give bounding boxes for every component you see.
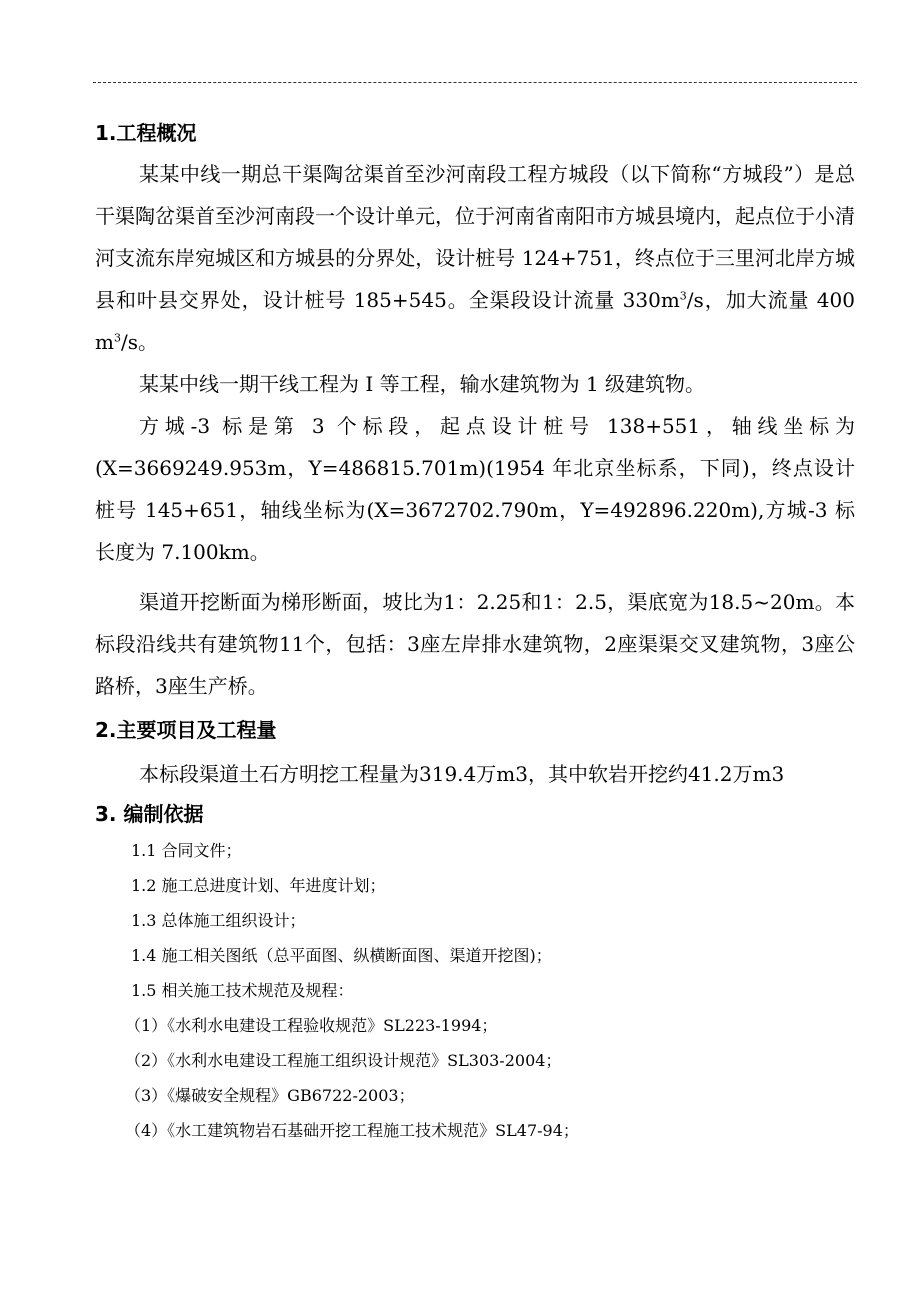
list-item: （3）《爆破安全规程》GB6722-2003； — [125, 1086, 415, 1105]
overview-p1-text-b: /s，加大流量 400 m — [95, 288, 855, 354]
document-body — [95, 118, 855, 1148]
list-item: （4）《水工建筑物岩石基础开挖工程施工技术规范》SL47-94； — [125, 1121, 579, 1140]
overview-paragraph-1 — [95, 153, 855, 363]
overview-p1-text-c: /s。 — [120, 330, 158, 354]
overview-paragraph-2: 某某中线一期干线工程为 I 等工程，输水建筑物为 1 级建筑物。 — [139, 372, 706, 396]
quantities-paragraph: 本标段渠道土石方明挖工程量为319.4万m3，其中软岩开挖约41.2万m3 — [139, 762, 785, 786]
overview-paragraph-4: 渠道开挖断面为梯形断面，坡比为1：2.25和1：2.5，渠底宽为18.5~20m。本标段沿线共有建筑物11个，包括：3座左岸排水建筑物，2座渠渠交叉建筑物，3座公路桥，3座生产桥。 — [95, 590, 855, 698]
list-item: 1.3 总体施工组织设计； — [131, 911, 306, 930]
basis-list — [95, 833, 855, 1148]
unit-superscript: 3 — [679, 289, 687, 303]
list-item: 1.2 施工总进度计划、年进度计划； — [131, 876, 386, 895]
overview-paragraph-3: 方城-3 标是第 3 个标段，起点设计桩号 138+551，轴线坐标为(X=3669249.953m，Y=486815.701m)(1954 年北京坐标系，下同)，终点设计桩号 145+651，轴线坐标为(X=3672702.790m，Y=492896.220m),方城-3 标长度为 7.100km。 — [95, 414, 855, 564]
overview-p1-text-a: 某某中线一期总干渠陶岔渠首至沙河南段工程方城段（以下简称“方城段”）是总干渠陶岔渠首至沙河南段一个设计单元，位于河南省南阳市方城县境内，起点位于小清河支流东岸宛城区和方城县的分界处，设计桩号 124+751，终点位于三里河北岸方城县和叶县交界处，设计桩号 185+545。全渠段设计流量 330m — [95, 162, 855, 312]
section-heading-overview: 1.工程概况 — [95, 121, 197, 145]
list-item: 1.1 合同文件； — [131, 841, 242, 860]
section-heading-basis: 3. 编制依据 — [95, 802, 204, 826]
list-item: 1.4 施工相关图纸（总平面图、纵横断面图、渠道开挖图)； — [131, 946, 552, 965]
header-divider — [93, 82, 857, 83]
list-item: 1.5 相关施工技术规范及规程： — [131, 981, 354, 1000]
section-heading-quantities: 2.主要项目及工程量 — [95, 718, 277, 742]
list-item: （1）《水利水电建设工程验收规范》SL223-1994； — [125, 1016, 498, 1035]
unit-superscript: 3 — [113, 331, 121, 345]
list-item: （2）《水利水电建设工程施工组织设计规范》SL303-2004； — [125, 1051, 562, 1070]
